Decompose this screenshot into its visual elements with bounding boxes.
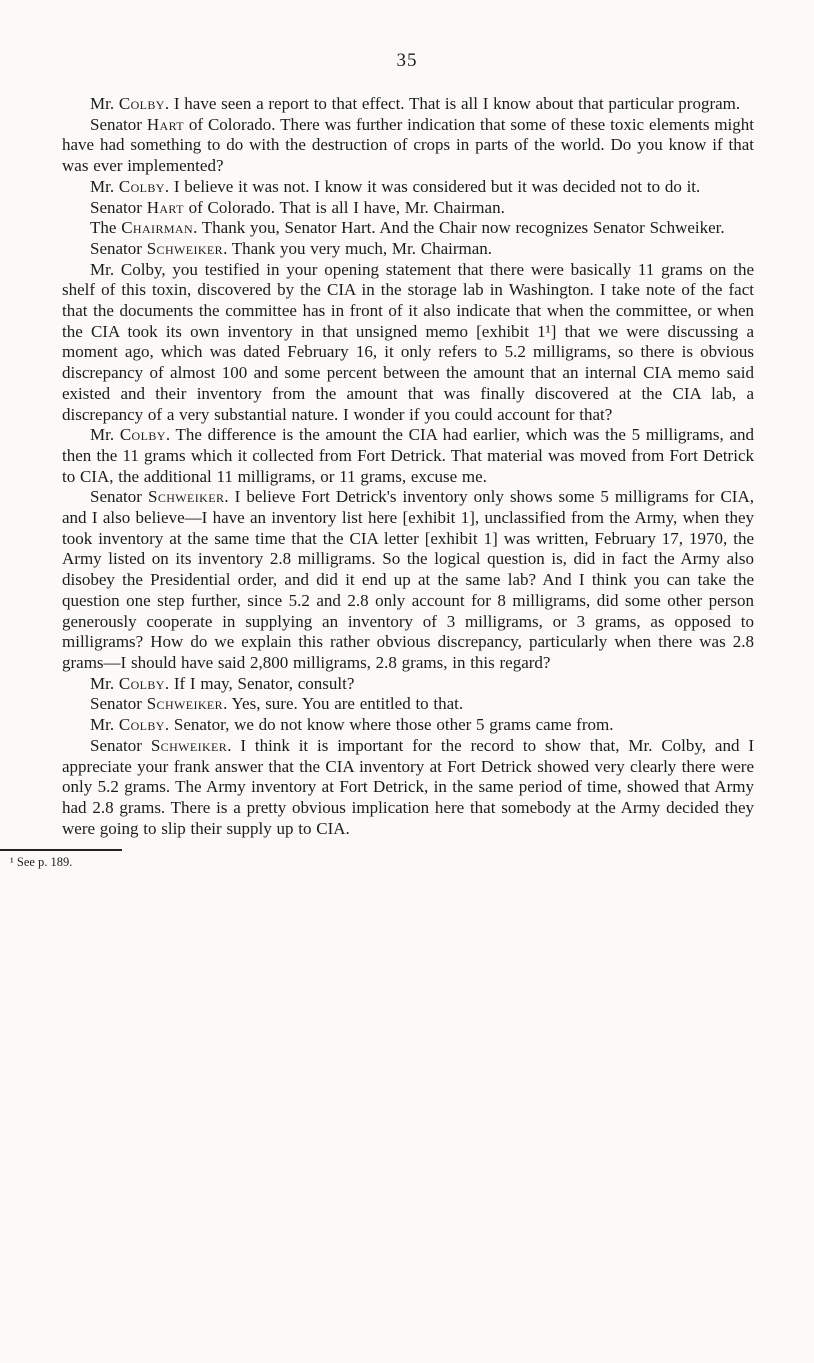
speaker-suffix: . xyxy=(224,487,235,507)
speaker-suffix: of Colorado. xyxy=(184,114,281,134)
transcript-paragraph xyxy=(62,239,754,260)
speaker-name: Colby xyxy=(118,94,165,113)
paragraph-text: Senator, we do not know where those other 5 grams came from. xyxy=(173,715,614,735)
speaker-name: Colby xyxy=(118,715,165,735)
transcript-paragraph xyxy=(62,115,754,177)
speaker-prefix: Senator xyxy=(90,694,147,714)
page-number: 35 xyxy=(396,50,418,71)
speaker-name: Colby xyxy=(118,176,165,196)
speaker-prefix: Mr. xyxy=(90,673,119,693)
speaker-prefix: Senator xyxy=(90,197,147,217)
footnote-block xyxy=(0,849,814,870)
transcript-paragraph xyxy=(62,218,754,239)
paragraph-text: I have seen a report to that effect. That is all I know about that particular program. xyxy=(173,94,741,113)
speaker-prefix: Senator xyxy=(90,238,147,258)
paragraph-text: There was further indication that some of these toxic elements might have had something to do with the destruction of crops in parts of the world. Do you know if that was ever implemented? xyxy=(62,114,755,176)
paragraph-text: Mr. Colby, you testified in your opening statement that there were basically 11 grams on the shelf of this toxin, discovered by the CIA in the storage lab in Washington. I take note of the fact that the documents the committee has in front of it also indicate that when the committee, or when the CIA took its own inventory in that unsigned memo [exhibit 1¹] that we were discussing a moment ago, which was dated February 16, it only refers to 5.2 milligrams, so there is obvious discrepancy of almost 100 and some percent between the amount that an internal CIA memo said existed and their inventory from the amount that was finally discovered at the CIA lab, a discrepancy of a very substantial nature. I wonder if you could account for that? xyxy=(62,259,754,424)
transcript-paragraph xyxy=(62,425,754,487)
transcript-paragraph xyxy=(62,736,754,840)
speaker-name: Colby xyxy=(118,673,165,693)
paragraph-text: I believe Fort Detrick's inventory only shows some 5 milligrams for CIA, and I also believe—I have an inventory list here [exhibit 1], unclassified from the Army, when they took inventory at the same time that the CIA letter [exhibit 1] was written, February 17, 1970, the Army listed on its inventory 2.8 milligrams. So the logical question is, did in fact the Army also disobey the Presidential order, and did it end up at the same lab? And I think you can take the question one step further, since 5.2 and 2.8 only account for 8 milligrams, did some other person generously cooperate in supplying an inventory of 3 milligrams, or 3 grams, as opposed to milligrams? How do we explain this rather obvious discrepancy, particularly when there was 2.8 grams—I should have said 2,800 milligrams, 2.8 grams, in this regard? xyxy=(62,487,754,672)
speaker-name: Chairman xyxy=(121,218,194,238)
speaker-prefix: Mr. xyxy=(90,715,119,735)
speaker-suffix: . xyxy=(164,94,174,113)
paragraph-text: I believe it was not. I know it was considered but it was decided not to do it. xyxy=(173,176,701,196)
speaker-prefix: The xyxy=(90,218,122,238)
speaker-name: Schweiker xyxy=(147,487,225,507)
transcript-paragraph xyxy=(62,94,754,115)
speaker-prefix: Senator xyxy=(90,487,148,507)
speaker-name: Hart xyxy=(146,114,184,134)
speaker-suffix: . xyxy=(164,715,174,735)
transcript-paragraph xyxy=(62,694,754,715)
speaker-suffix: . xyxy=(165,425,176,445)
speaker-prefix: Senator xyxy=(90,735,151,755)
speaker-name: Colby xyxy=(119,425,166,445)
speaker-suffix: . xyxy=(223,238,232,258)
speaker-suffix: . xyxy=(164,673,174,693)
speaker-prefix: Mr. xyxy=(90,425,120,445)
speaker-suffix: . xyxy=(164,176,174,196)
speaker-prefix: Senator xyxy=(90,114,147,134)
speaker-suffix: . xyxy=(193,218,202,238)
speaker-prefix: Mr. xyxy=(90,94,119,113)
paragraph-text: That is all I have, Mr. Chairman. xyxy=(279,197,505,217)
speaker-suffix: . xyxy=(223,694,232,714)
transcript-paragraph xyxy=(62,715,754,736)
transcript-paragraph xyxy=(62,487,754,673)
speaker-prefix: Mr. xyxy=(90,176,119,196)
footnote-text: ¹ See p. 189. xyxy=(10,855,73,870)
paragraph-text: Thank you very much, Mr. Chairman. xyxy=(231,238,493,258)
paragraph-text: If I may, Senator, consult? xyxy=(173,673,355,693)
transcript-paragraph xyxy=(62,260,754,426)
speaker-suffix: . xyxy=(227,735,241,755)
speaker-name: Schweiker xyxy=(146,238,224,258)
paragraph-text: Thank you, Senator Hart. And the Chair now recognizes Senator Schweiker. xyxy=(201,218,725,238)
speaker-suffix: of Colorado. xyxy=(183,197,280,217)
transcript-paragraph xyxy=(62,177,754,198)
speaker-name: Schweiker xyxy=(150,735,228,755)
transcript-paragraph xyxy=(62,198,754,219)
paragraph-text: I think it is important for the record to show that, Mr. Colby, and I appreciate your frank answer that the CIA inventory at Fort Detrick showed very clearly there were only 5.2 grams. The Army inventory at Fort Detrick, in the same period of time, showed that Army had 2.8 grams. There is a pretty obvious implication here that somebody at the Army decided they were going to slip their supply up to CIA. xyxy=(62,735,755,838)
speaker-name: Schweiker xyxy=(146,694,224,714)
paragraph-text: The difference is the amount the CIA had earlier, which was the 5 milligrams, and then the 11 grams which it collected from Fort Detrick. That material was moved from Fort Detrick to CIA, the additional 11 milligrams, or 11 grams, excuse me. xyxy=(62,425,754,486)
transcript-paragraph xyxy=(62,674,754,695)
transcript-body xyxy=(62,94,754,839)
speaker-name: Hart xyxy=(146,197,184,217)
footnote-rule xyxy=(0,849,122,851)
paragraph-text: Yes, sure. You are entitled to that. xyxy=(231,694,464,714)
